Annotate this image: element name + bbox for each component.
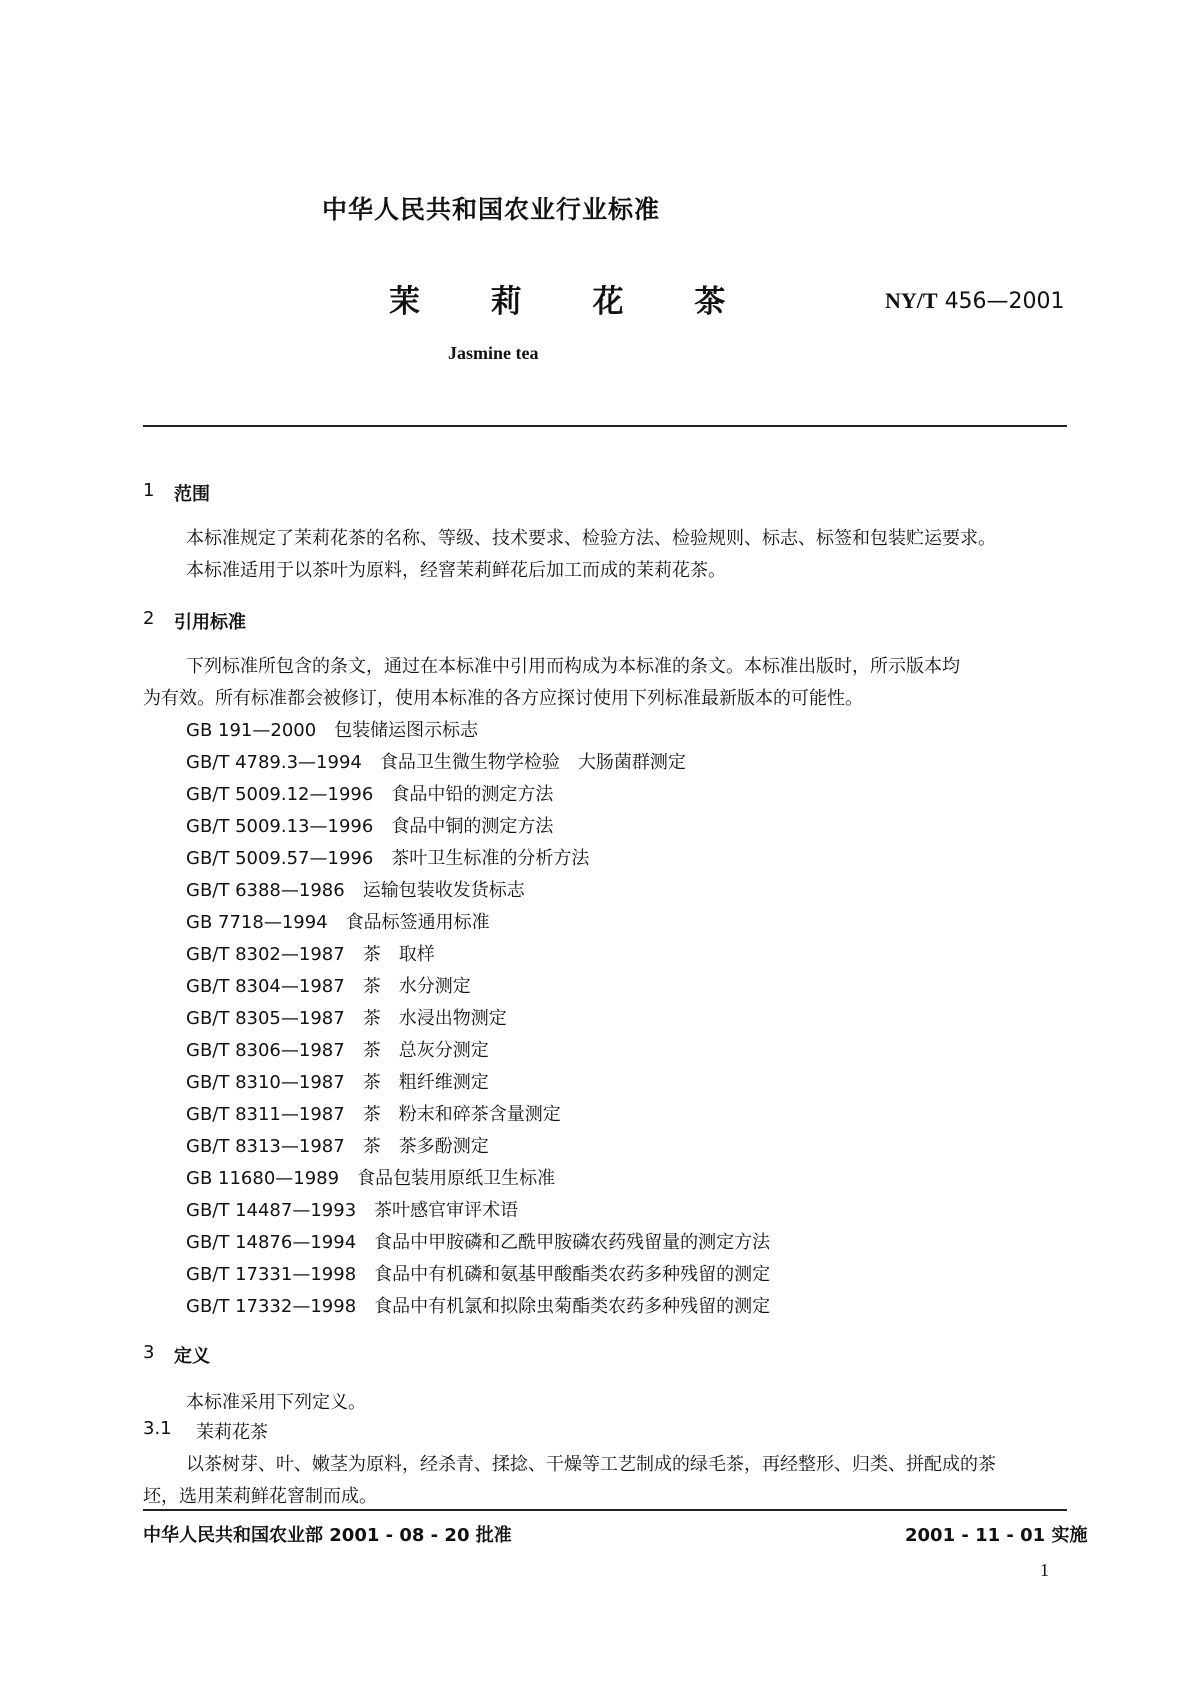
reference-code: GB/T 5009.57—1996	[186, 848, 374, 869]
reference-title: 茶 粗纤维测定	[362, 1072, 489, 1093]
reference-code: GB/T 8306—1987	[186, 1040, 345, 1061]
reference-entry	[186, 716, 478, 742]
reference-title: 食品包装用原纸卫生标准	[357, 1168, 556, 1189]
reference-code: GB/T 14487—1993	[186, 1200, 357, 1221]
reference-entry	[186, 748, 686, 774]
document-title: 茉 莉 花 茶	[389, 284, 756, 320]
standard-code-prefix: NY/T	[885, 288, 938, 313]
definition-text: 以茶树芽、叶、嫩茎为原料，经杀青、揉捻、干燥等工艺制成的绿毛茶，再经整形、归类、拼配成的茶	[186, 1454, 996, 1475]
section-3-number: 3	[143, 1342, 155, 1363]
reference-entry	[186, 972, 471, 998]
reference-code: GB/T 8302—1987	[186, 944, 345, 965]
reference-entry	[186, 1292, 770, 1318]
reference-entry	[186, 1068, 489, 1094]
reference-title: 茶 取样	[362, 944, 435, 965]
reference-entry	[186, 844, 589, 870]
reference-title: 食品卫生微生物学检验 大肠菌群测定	[379, 752, 686, 773]
reference-code: GB/T 8313—1987	[186, 1136, 345, 1157]
approval-date: 中华人民共和国农业部 2001 - 08 - 20 批准	[143, 1525, 512, 1546]
issuing-body-header: 中华人民共和国农业行业标准	[322, 195, 661, 224]
section-2-title: 引用标准	[174, 612, 246, 633]
section-3-intro: 本标准采用下列定义。	[186, 1392, 366, 1413]
reference-code: GB/T 5009.13—1996	[186, 816, 374, 837]
reference-entry	[186, 908, 490, 934]
definition-text: 坯，选用茉莉鲜花窨制而成。	[143, 1486, 377, 1507]
reference-title: 茶 水浸出物测定	[362, 1008, 507, 1029]
header-divider	[143, 425, 1067, 427]
reference-entry	[186, 780, 553, 806]
reference-code: GB/T 17331—1998	[186, 1264, 357, 1285]
reference-entry	[186, 812, 553, 838]
implementation-date: 2001 - 11 - 01 实施	[905, 1525, 1088, 1546]
section-1-paragraph: 本标准规定了茉莉花茶的名称、等级、技术要求、检验方法、检验规则、标志、标签和包装贮运要求。	[186, 528, 996, 549]
reference-title: 茶叶卫生标准的分析方法	[391, 848, 590, 869]
subsection-3-1-title: 茉莉花茶	[196, 1422, 268, 1443]
reference-code: GB/T 8311—1987	[186, 1104, 345, 1125]
reference-code: GB 7718—1994	[186, 912, 328, 933]
reference-code: GB 191—2000	[186, 720, 317, 741]
reference-title: 食品中有机氯和拟除虫菊酯类农药多种残留的测定	[374, 1296, 771, 1317]
section-2-intro: 为有效。所有标准都会被修订，使用本标准的各方应探讨使用下列标准最新版本的可能性。	[143, 688, 863, 709]
reference-title: 茶 茶多酚测定	[362, 1136, 489, 1157]
reference-entry	[186, 1004, 507, 1030]
footer-divider	[143, 1509, 1067, 1511]
reference-code: GB/T 5009.12—1996	[186, 784, 374, 805]
english-title: Jasmine tea	[448, 343, 539, 363]
page-number: 1	[1040, 1560, 1049, 1580]
reference-entry	[186, 940, 435, 966]
reference-title: 茶 水分测定	[362, 976, 471, 997]
reference-entry	[186, 876, 525, 902]
reference-code: GB/T 4789.3—1994	[186, 752, 362, 773]
reference-code: GB/T 17332—1998	[186, 1296, 357, 1317]
reference-code: GB/T 8305—1987	[186, 1008, 345, 1029]
reference-title: 食品中铅的测定方法	[391, 784, 554, 805]
reference-entry	[186, 1100, 561, 1126]
reference-entry	[186, 1260, 770, 1286]
standard-code-number: 456—2001	[944, 289, 1065, 314]
reference-title: 包装储运图示标志	[334, 720, 479, 741]
section-1-title: 范围	[174, 484, 210, 505]
reference-code: GB/T 14876—1994	[186, 1232, 357, 1253]
section-1-paragraph: 本标准适用于以茶叶为原料，经窨茉莉鲜花后加工而成的茉莉花茶。	[186, 560, 726, 581]
reference-title: 食品中有机磷和氨基甲酸酯类农药多种残留的测定	[374, 1264, 771, 1285]
reference-entry	[186, 1228, 770, 1254]
standard-code	[885, 288, 1065, 314]
section-3-title: 定义	[174, 1346, 210, 1367]
reference-code: GB/T 8310—1987	[186, 1072, 345, 1093]
reference-title: 茶 粉末和碎茶含量测定	[362, 1104, 561, 1125]
reference-entry	[186, 1164, 555, 1190]
reference-title: 茶叶感官审评术语	[374, 1200, 519, 1221]
reference-entry	[186, 1132, 489, 1158]
reference-title: 茶 总灰分测定	[362, 1040, 489, 1061]
reference-title: 食品标签通用标准	[345, 912, 490, 933]
reference-code: GB 11680—1989	[186, 1168, 340, 1189]
section-2-number: 2	[143, 608, 155, 629]
subsection-3-1-number: 3.1	[143, 1418, 172, 1439]
reference-title: 食品中铜的测定方法	[391, 816, 554, 837]
reference-entry	[186, 1196, 518, 1222]
reference-code: GB/T 8304—1987	[186, 976, 345, 997]
reference-entry	[186, 1036, 489, 1062]
section-1-number: 1	[143, 480, 155, 501]
section-2-intro: 下列标准所包含的条文，通过在本标准中引用而构成为本标准的条文。本标准出版时，所示版本均	[186, 656, 960, 677]
reference-title: 运输包装收发货标志	[362, 880, 525, 901]
reference-code: GB/T 6388—1986	[186, 880, 345, 901]
reference-title: 食品中甲胺磷和乙酰甲胺磷农药残留量的测定方法	[374, 1232, 771, 1253]
